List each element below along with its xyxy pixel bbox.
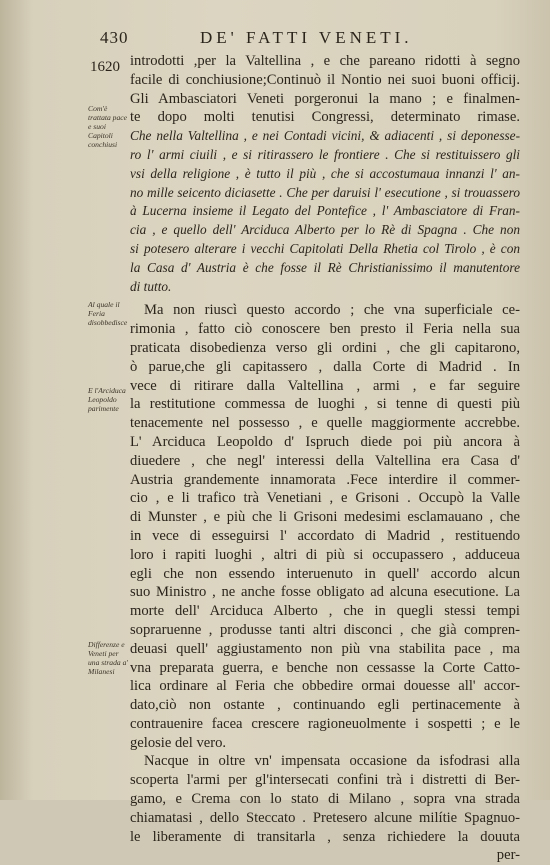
margin-note-differences: Differenze e Veneti per una strada a' Milanesi: [88, 640, 129, 676]
text-line: no mille seicento diciasette . Che per daruisi l' esecutione , si trouassero: [130, 184, 520, 200]
text-line: vna preparata guerra, e benche non cessasse la Corte Catto-: [130, 659, 520, 676]
text-line: dato,ciò non ostante , continuando egli pertinacemente à: [130, 697, 520, 714]
text-line: deuasi quell' aggiustamento non più vna stabilita pace , ma: [130, 640, 520, 657]
text-line: si potesero alterare i vecchi Capitolati Della Rhetia col Tirolo , è con: [130, 240, 520, 256]
page-number: 430: [100, 28, 129, 47]
text-line: ò parue,che gli capitassero , dalla Corte di Madrid . In: [130, 358, 520, 375]
running-title: DE' FATTI VENETI.: [200, 28, 413, 47]
text-line: cia , e quello dell' Arciduca Alberto per lo Rè di Spagna . Che non: [130, 222, 520, 238]
margin-note-feria: Al quale il Feria disobbedisce: [88, 300, 128, 327]
text-line: à Lucerna insieme il Legato del Pontefice , l' Ambasciatore di Fran-: [130, 203, 520, 219]
text-line: vsi della religione , è tutto il più , che si accostumaua innanzi l' an-: [130, 165, 520, 181]
text-line: la restitutione commessa de luoghi , si tenne di questi più: [130, 396, 520, 413]
text-line: scoperta l'armi per gl'intersecati confini trà i distretti di Ber-: [130, 772, 520, 789]
text-line: in vece di esseguirsi l' accordato di Madrid , restituendo: [130, 527, 520, 544]
text-line: suo Ministro , ne anche fosse obligato ad alcuna esecutione. La: [130, 584, 520, 601]
text-line: Austria grandemente innamorata .Fece interdire il commer-: [130, 471, 520, 488]
text-line: lica ordinare al Feria che obbedire ormai douesse all' accor-: [130, 678, 520, 695]
text-line: di Munster , e più che li Grisoni medesimi esclamauano , che: [130, 509, 520, 526]
text-line: morte dell' Arciduca Alberto , che in quegli stessi tempi: [130, 603, 520, 620]
text-line: Che nella Valtellina , e nei Contadi vicini, & adiacenti , si deponesse-: [130, 128, 520, 144]
margin-year: 1620: [90, 59, 120, 75]
body-text: [130, 52, 520, 865]
text-line: sopraruenne , produsse tanti altri disconci , che già compren-: [130, 621, 520, 638]
text-line: chiamatasi , dello Steccato . Pretesero alcune milítie Spagnuo-: [130, 809, 520, 826]
text-line: loro i rapiti luoghi , altri di più si occupassero , adduceua: [130, 546, 520, 563]
text-line: le liberamente di transitarla , senza richiedere la douuta: [130, 828, 520, 845]
text-line: vece di ritirare dalla Valtellina , armi , e far seguire: [130, 377, 520, 394]
text-line: gelosie del vero.: [130, 734, 227, 751]
text-line: cio , e li trafico trà Venetiani , e Grisoni . Occupò la Valle: [130, 490, 520, 507]
text-line: Nacque in oltre vn' impensata occasione da isfodrasi alla: [144, 753, 520, 770]
text-line: praticata disobedienza verso gli ordini , che gli capitarono,: [130, 339, 520, 356]
page-header: [100, 28, 520, 52]
text-line: di tutto.: [130, 278, 172, 294]
text-line: introdotti ,per la Valtellina , e che pareano ridotti à segno: [130, 53, 520, 69]
text-line: tenacemente nel possesso , e quelle maggiormente accrebbe.: [130, 415, 520, 432]
text-line: Ma non riuscì questo accordo ; che vna superficiale ce-: [144, 302, 520, 319]
text-line: la Casa d' Austria è che fosse il Rè Christianissimo il manutentore: [130, 259, 520, 275]
catchword: per-: [496, 847, 520, 864]
text-line: ro l' armi ciuili , e si ritirassero le frontiere . Che si restituissero gli: [130, 146, 520, 162]
text-line: rimonia , fatto ciò conoscere ben presto il Feria nella sua: [130, 321, 520, 338]
text-line: diuedere , che negl' interessi della Valtellina era Casa d': [130, 452, 520, 469]
text-line: facile di conchiusione;Continuò il Nontio nei suoi buoni officij.: [130, 71, 520, 88]
text-line: L' Arciduca Leopoldo d' Ispruch diede poi più ancora à: [130, 433, 520, 450]
text-line: contrauenire facea crescere ragioneuolmente i sospetti ; e le: [130, 715, 520, 732]
text-line: gamo, e Crema con lo stato di Milano , sopra vna strada: [130, 791, 520, 808]
text-line: egli che non essendo interuenuto in quell' accordo alcun: [130, 565, 520, 582]
margin-note-peace-terms: Com'è trattata pace e suoi Capitoli conchiusi: [88, 104, 128, 149]
text-line: Gli Ambasciatori Veneti porgeronui la mano ; e finalmen-: [130, 90, 520, 107]
text-line: te dopo molti tenutisi Congressi, determinato rimase.: [130, 109, 520, 126]
margin-note-leopoldo: E l'Arciduca Leopoldo parimente: [88, 386, 126, 413]
